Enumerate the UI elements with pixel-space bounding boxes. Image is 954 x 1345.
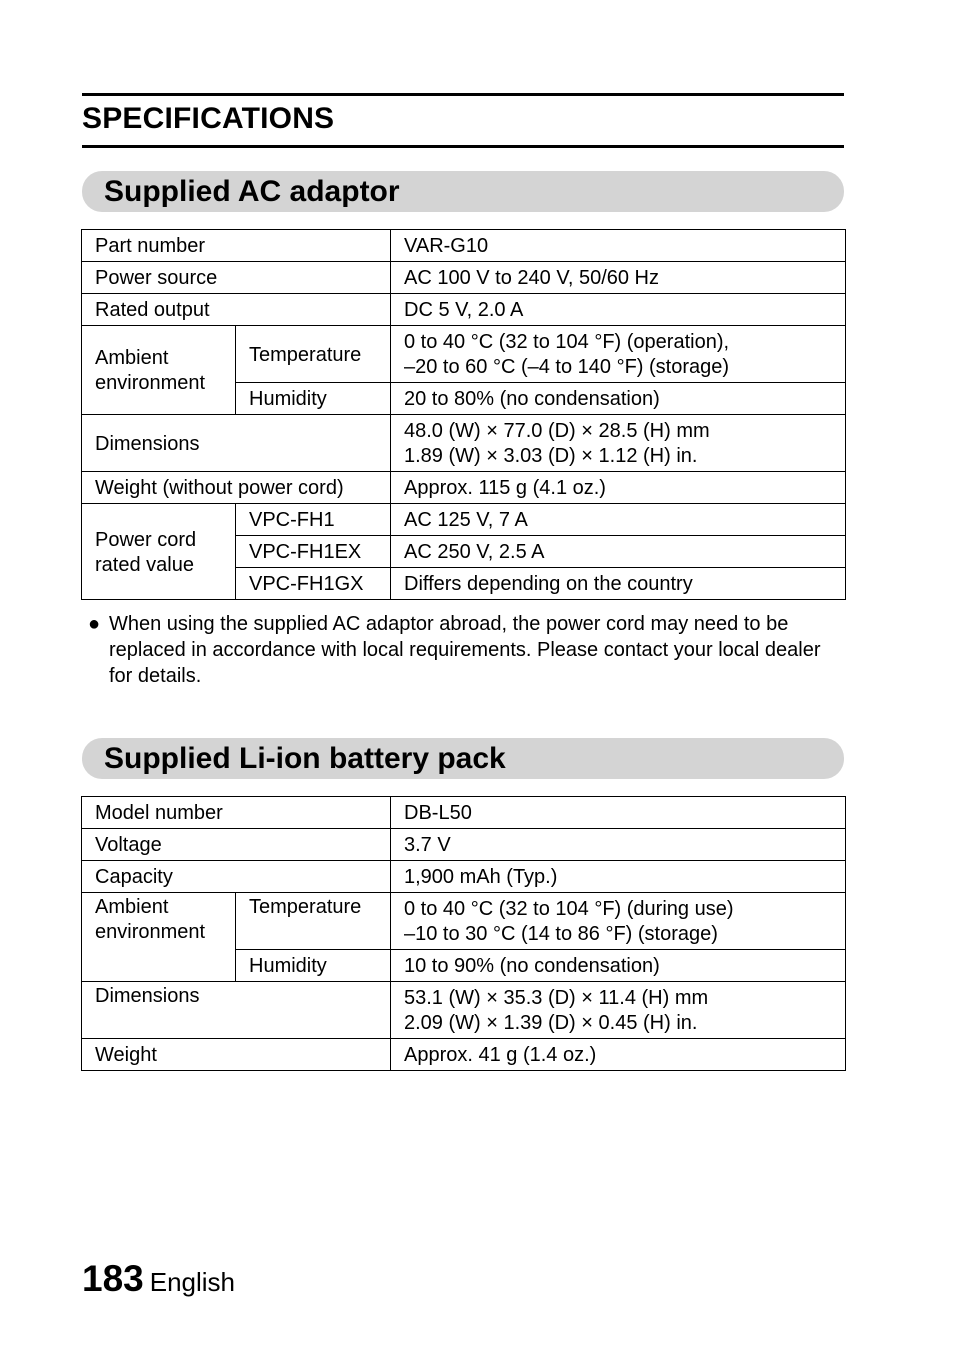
temperature-line2: –10 to 30 °C (14 to 86 °F) (storage) — [404, 923, 718, 945]
power-cord-model: VPC-FH1EX — [236, 536, 391, 568]
power-cord-value: AC 250 V, 2.5 A — [391, 536, 846, 568]
rated-output-value: DC 5 V, 2.0 A — [391, 294, 846, 326]
ac-adaptor-note — [88, 611, 848, 689]
page-footer — [82, 1258, 235, 1300]
header-top-rule — [82, 93, 844, 96]
ambient-label-line1: Ambient — [95, 896, 169, 918]
weight-label: Weight — [82, 1039, 391, 1071]
dimensions-value — [391, 415, 846, 472]
table-row — [82, 415, 846, 472]
humidity-value: 20 to 80% (no condensation) — [391, 383, 846, 415]
power-cord-label-line2: rated value — [95, 553, 194, 576]
dimensions-label: Dimensions — [82, 415, 391, 472]
table-row — [82, 829, 846, 861]
weight-label: Weight (without power cord) — [82, 472, 391, 504]
bullet-icon: ● — [88, 613, 101, 635]
part-number-label: Part number — [82, 230, 391, 262]
dimensions-value — [391, 982, 846, 1039]
voltage-label: Voltage — [82, 829, 391, 861]
rated-output-label: Rated output — [82, 294, 391, 326]
ambient-label-line1: Ambient — [95, 347, 169, 369]
dimensions-line2: 1.89 (W) × 3.03 (D) × 1.12 (H) in. — [404, 445, 698, 467]
power-source-label: Power source — [82, 262, 391, 294]
dimensions-label: Dimensions — [82, 982, 391, 1039]
table-row — [82, 504, 846, 536]
dimensions-line2: 2.09 (W) × 1.39 (D) × 0.45 (H) in. — [404, 1012, 698, 1034]
temperature-line2: –20 to 60 °C (–4 to 140 °F) (storage) — [404, 356, 730, 378]
part-number-value: VAR-G10 — [391, 230, 846, 262]
ac-adaptor-spec-table — [81, 229, 846, 600]
temperature-line1: 0 to 40 °C (32 to 104 °F) (operation), — [404, 331, 730, 353]
section-heading-ac-adaptor: Supplied AC adaptor — [82, 171, 844, 212]
page-title: SPECIFICATIONS — [82, 102, 335, 135]
voltage-value: 3.7 V — [391, 829, 846, 861]
dimensions-line1: 53.1 (W) × 35.3 (D) × 11.4 (H) mm — [404, 987, 709, 1009]
model-number-label: Model number — [82, 797, 391, 829]
power-cord-value: Differs depending on the country — [391, 568, 846, 600]
table-row — [82, 230, 846, 262]
battery-spec-table — [81, 796, 846, 1071]
table-row — [82, 797, 846, 829]
power-cord-label-line1: Power cord — [95, 528, 197, 551]
page-number: 183 — [82, 1258, 144, 1299]
section-heading-battery-pack: Supplied Li-ion battery pack — [82, 738, 844, 779]
dimensions-line1: 48.0 (W) × 77.0 (D) × 28.5 (H) mm — [404, 420, 710, 442]
table-row — [82, 1039, 846, 1071]
power-cord-label — [82, 504, 236, 600]
model-number-value: DB-L50 — [391, 797, 846, 829]
table-row — [82, 326, 846, 383]
ambient-label-line2: environment — [95, 372, 206, 394]
weight-value: Approx. 115 g (4.1 oz.) — [391, 472, 846, 504]
table-row — [82, 861, 846, 893]
temperature-line1: 0 to 40 °C (32 to 104 °F) (during use) — [404, 898, 734, 920]
power-cord-value: AC 125 V, 7 A — [391, 504, 846, 536]
humidity-label: Humidity — [236, 383, 391, 415]
language-label: English — [149, 1267, 236, 1297]
humidity-value: 10 to 90% (no condensation) — [391, 950, 846, 982]
table-row — [82, 982, 846, 1039]
table-row — [82, 294, 846, 326]
humidity-label: Humidity — [236, 950, 391, 982]
power-cord-model: VPC-FH1GX — [236, 568, 391, 600]
temperature-value — [391, 326, 846, 383]
temperature-label: Temperature — [236, 326, 391, 383]
ambient-environment-label — [82, 326, 236, 415]
table-row — [82, 893, 846, 950]
header-bottom-rule — [82, 145, 844, 148]
temperature-value — [391, 893, 846, 950]
note-text: When using the supplied AC adaptor abroad, the power cord may need to be replaced in accordance with local requirements. Please contact your local dealer for details. — [109, 613, 821, 687]
ambient-label-line2: environment — [95, 921, 206, 943]
power-source-value: AC 100 V to 240 V, 50/60 Hz — [391, 262, 846, 294]
capacity-value: 1,900 mAh (Typ.) — [391, 861, 846, 893]
power-cord-model: VPC-FH1 — [236, 504, 391, 536]
capacity-label: Capacity — [82, 861, 391, 893]
table-row — [82, 262, 846, 294]
table-row — [82, 472, 846, 504]
ambient-environment-label — [82, 893, 236, 982]
weight-value: Approx. 41 g (1.4 oz.) — [391, 1039, 846, 1071]
temperature-label: Temperature — [236, 893, 391, 950]
